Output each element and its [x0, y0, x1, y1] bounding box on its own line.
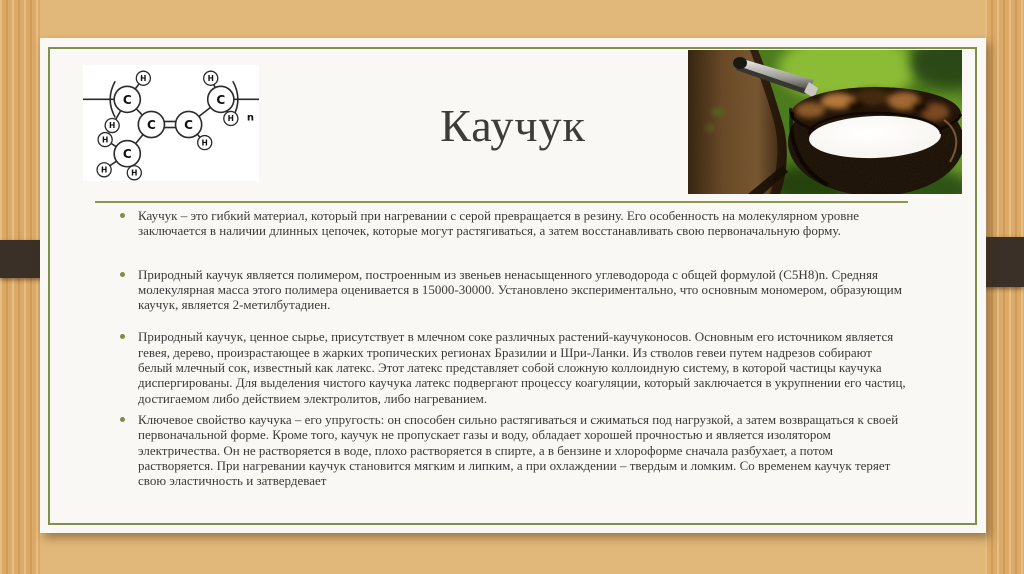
repeat-index-label: n [246, 112, 255, 124]
bullet-text: Ключевое свойство каучука – его упругость: он способен сильно растягиваться и сжиматься под нагрузкой, а затем возвращаться к своей первоначальной форме. Кроме того, каучук не пропускает газы и воду, обладает хорошей прочностью и является изолятором электричества. Он не растворяется в воде, плохо растворяется в спирте, а в бензине и хлороформе сначала разбухает, а потом растворяется. При нагревании каучук становится мягким и липким, а при охлаждении – твердым и ломким. Со временем каучук теряет свою эластичность и затвердевает [138, 411, 899, 489]
page-title: Каучук [440, 100, 586, 151]
bullet-icon [120, 334, 125, 339]
list-item [118, 267, 908, 313]
latex-photo-illustration [688, 50, 962, 194]
bullet-text: Каучук – это гибкий материал, который при нагревании с серой превращается в резину. Его особенность на молекулярном уровне заключается в наличии длинных цепочек, которые могут растягиваться, а затем восстанавливать свою первоначальную форму. [138, 208, 860, 239]
slide-card [40, 38, 986, 533]
svg-text:H: H [101, 135, 109, 145]
wood-frame-right [985, 0, 1024, 574]
svg-text:H: H [109, 121, 116, 131]
latex-tapping-photo [688, 50, 962, 194]
svg-text:C: C [184, 118, 194, 133]
bullet-text: Природный каучук, ценное сырье, присутствует в млечном соке различных растений-каучуконосов. Основным его источником является гевея, дерево, произрастающее в жарких тропических регионах Бразилии и Шри-Ланки. Из стволов гевеи путем надрезов собирают белый млечный сок, известный как латекс. Этот латекс представляет собой сложную коллоидную систему, в которой частицы каучука диспергированы. Для выделения чистого каучука латекс подвергают процессу коагуляции, который заключается в укрупнении его частиц, достигаемом либо действием электролитов, либо нагреванием. [138, 329, 906, 406]
list-item [118, 208, 908, 239]
coconut-bowl [788, 87, 962, 194]
title-underline [95, 201, 908, 203]
svg-text:C: C [146, 118, 156, 133]
bullet-list [118, 208, 908, 488]
svg-text:C: C [216, 92, 226, 107]
svg-text:H: H [201, 138, 208, 148]
wood-frame-left [0, 0, 40, 574]
list-item [118, 412, 908, 488]
svg-text:H: H [227, 114, 234, 124]
svg-text:H: H [207, 73, 214, 83]
svg-text:H: H [140, 73, 147, 83]
svg-text:H: H [100, 165, 108, 175]
bullet-icon [120, 417, 125, 422]
list-item [118, 329, 908, 405]
svg-text:C: C [122, 147, 132, 162]
bullet-icon [120, 272, 125, 277]
svg-text:H: H [131, 168, 138, 178]
bullet-icon [120, 213, 125, 218]
svg-text:C: C [122, 92, 132, 107]
bullet-text: Природный каучук является полимером, построенным из звеньев ненасыщенного углеводорода с общей формулой (С5Н8)n. Средняя молекулярная масса этого полимера оценивается в 15000-30000. Установлено экспериментально, что основным мономером, образующим каучук, является 2-метилбутадиен. [138, 266, 902, 313]
